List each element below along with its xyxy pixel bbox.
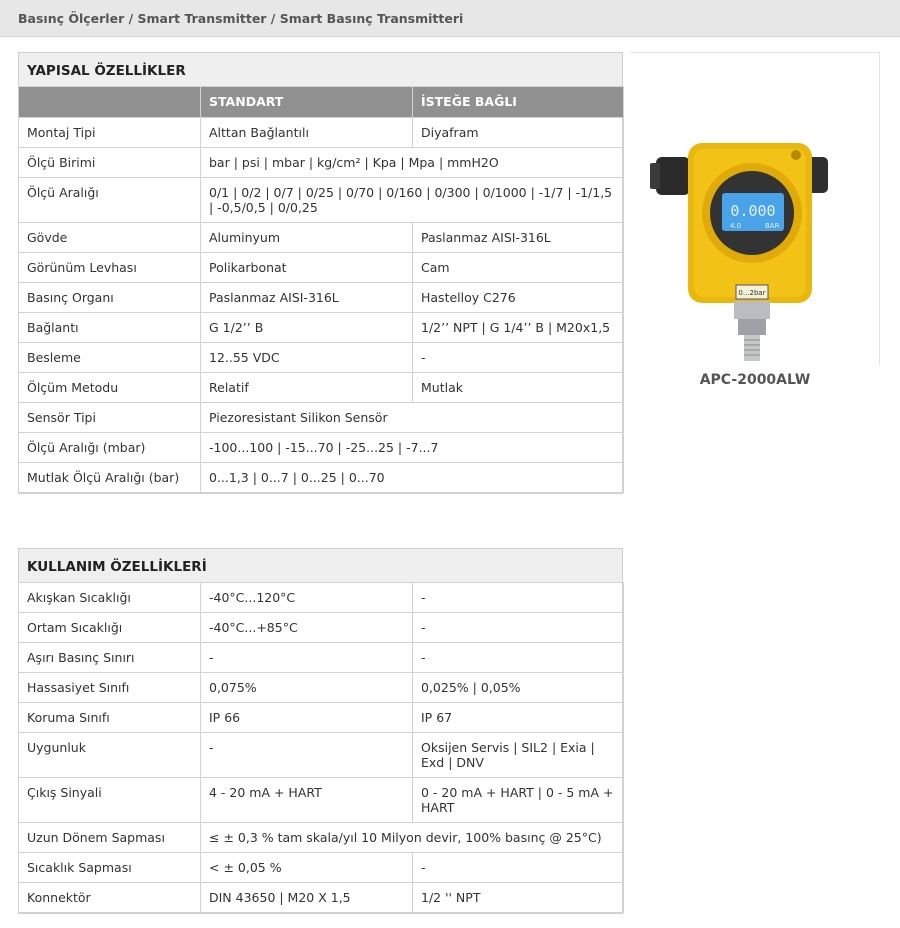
display-small: 4.0 (730, 222, 742, 230)
table-row (19, 313, 624, 343)
table-row (19, 343, 624, 373)
row-value: 0 - 20 mA + HART | 0 - 5 mA + HART (413, 778, 624, 823)
row-value: Oksijen Servis | SIL2 | Exia | Exd | DNV (413, 733, 624, 778)
row-label: Görünüm Levhası (19, 253, 201, 283)
row-label: Besleme (19, 343, 201, 373)
product-name: APC-2000ALW (699, 372, 811, 388)
table-row (19, 823, 624, 853)
row-value: Hastelloy C276 (413, 283, 624, 313)
row-value: - (413, 643, 624, 673)
row-value: 0/1 | 0/2 | 0/7 | 0/25 | 0/70 | 0/160 | 0/300 | 0/1000 | -1/7 | -1/1,5 | -0,5/0,5 | 0/0,25 (201, 178, 624, 223)
breadcrumb[interactable]: Basınç Ölçerler / Smart Transmitter / Smart Basınç Transmitteri (18, 11, 464, 26)
table-row (19, 223, 624, 253)
label-plate: 0...2bar (738, 289, 766, 297)
row-value: - (413, 583, 624, 613)
row-label: Koruma Sınıfı (19, 703, 201, 733)
row-value: Cam (413, 253, 624, 283)
table-row (19, 178, 624, 223)
section-title: KULLANIM ÖZELLİKLERİ (19, 549, 622, 582)
row-value: -100...100 | -15...70 | -25...25 | -7...7 (201, 433, 624, 463)
row-label: Bağlantı (19, 313, 201, 343)
spec-table (18, 86, 624, 493)
row-label: Sensör Tipi (19, 403, 201, 433)
table-row (19, 118, 624, 148)
row-value: Alttan Bağlantılı (201, 118, 413, 148)
row-value: IP 67 (413, 703, 624, 733)
row-label: Ölçü Birimi (19, 148, 201, 178)
header-cell: STANDART (201, 87, 413, 118)
spec-table (18, 582, 624, 913)
row-value: IP 66 (201, 703, 413, 733)
row-value: 1/2 '' NPT (413, 883, 624, 913)
table-row (19, 283, 624, 313)
row-value: 0,025% | 0,05% (413, 673, 624, 703)
section-title: YAPISAL ÖZELLİKLER (19, 53, 622, 86)
row-value: - (201, 643, 413, 673)
row-label: Aşırı Basınç Sınırı (19, 643, 201, 673)
product-image-frame (630, 52, 880, 366)
table-row (19, 613, 624, 643)
table-row (19, 433, 624, 463)
row-value: 4 - 20 mA + HART (201, 778, 413, 823)
row-value: Paslanmaz AISI-316L (201, 283, 413, 313)
usage-section (18, 548, 623, 914)
row-value: Diyafram (413, 118, 624, 148)
breadcrumb-bar (0, 0, 900, 37)
row-value: 1/2’’ NPT | G 1/4’’ B | M20x1,5 (413, 313, 624, 343)
row-value: DIN 43650 | M20 X 1,5 (201, 883, 413, 913)
row-label: Uygunluk (19, 733, 201, 778)
row-value: Piezoresistant Silikon Sensör (201, 403, 624, 433)
row-value: < ± 0,05 % (201, 853, 413, 883)
row-value: G 1/2’’ B (201, 313, 413, 343)
table-row (19, 673, 624, 703)
header-cell: İSTEĞE BAĞLI (413, 87, 624, 118)
row-label: Mutlak Ölçü Aralığı (bar) (19, 463, 201, 493)
table-row (19, 373, 624, 403)
row-value: - (413, 343, 624, 373)
row-value: 0,075% (201, 673, 413, 703)
table-row (19, 463, 624, 493)
header-cell (19, 87, 201, 118)
row-value: ≤ ± 0,3 % tam skala/yıl 10 Milyon devir, 100% basınç @ 25°C) (201, 823, 624, 853)
row-value: -40°C...120°C (201, 583, 413, 613)
table-row (19, 853, 624, 883)
row-label: Çıkış Sinyali (19, 778, 201, 823)
header-row (19, 87, 624, 118)
row-label: Ölçüm Metodu (19, 373, 201, 403)
row-label: Ölçü Aralığı (19, 178, 201, 223)
row-label: Uzun Dönem Sapması (19, 823, 201, 853)
row-value: - (413, 613, 624, 643)
row-value: - (201, 733, 413, 778)
table-row (19, 403, 624, 433)
row-value: Mutlak (413, 373, 624, 403)
row-label: Hassasiyet Sınıfı (19, 673, 201, 703)
table-row (19, 643, 624, 673)
table-row (19, 148, 624, 178)
table-row (19, 703, 624, 733)
display-unit: BAR (765, 222, 780, 230)
table-row (19, 253, 624, 283)
table-row (19, 778, 624, 823)
row-label: Akışkan Sıcaklığı (19, 583, 201, 613)
row-label: Gövde (19, 223, 201, 253)
row-label: Ortam Sıcaklığı (19, 613, 201, 643)
table-row (19, 733, 624, 778)
row-value: Aluminyum (201, 223, 413, 253)
row-label: Konnektör (19, 883, 201, 913)
display-value: 0.000 (730, 202, 776, 220)
table-row (19, 583, 624, 613)
transmitter-image (630, 53, 880, 367)
row-value: Relatif (201, 373, 413, 403)
row-label: Basınç Organı (19, 283, 201, 313)
row-label: Ölçü Aralığı (mbar) (19, 433, 201, 463)
row-value: 0...1,3 | 0...7 | 0...25 | 0...70 (201, 463, 624, 493)
row-value: 12..55 VDC (201, 343, 413, 373)
row-label: Montaj Tipi (19, 118, 201, 148)
structural-section (18, 52, 623, 494)
row-value: -40°C...+85°C (201, 613, 413, 643)
row-label: Sıcaklık Sapması (19, 853, 201, 883)
row-value: bar | psi | mbar | kg/cm² | Kpa | Mpa | mmH2O (201, 148, 624, 178)
row-value: Paslanmaz AISI-316L (413, 223, 624, 253)
row-value: - (413, 853, 624, 883)
table-row (19, 883, 624, 913)
row-value: Polikarbonat (201, 253, 413, 283)
